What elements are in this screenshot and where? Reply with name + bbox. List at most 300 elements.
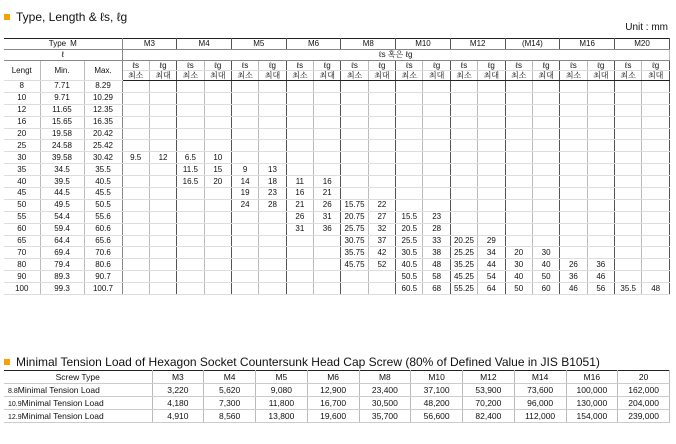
ls-value-cell: [396, 81, 423, 93]
lg-value-cell: [149, 81, 176, 93]
lg-value-cell: [532, 104, 559, 116]
tension-size-header: M14: [514, 371, 566, 384]
lg-value-cell: [149, 92, 176, 104]
min-cell: 7.71: [40, 81, 84, 93]
max-kr-header: 최대: [149, 71, 176, 81]
length-cell: 25: [4, 140, 40, 152]
ls-value-cell: [177, 271, 204, 283]
min-cell: 64.4: [40, 235, 84, 247]
tension-value-cell: 204,000: [618, 397, 670, 410]
lg-value-cell: [314, 92, 341, 104]
section-title-tension: [4, 355, 600, 369]
ls-value-cell: [614, 152, 641, 164]
ls-value-cell: [286, 81, 313, 93]
lg-value-cell: 48: [423, 259, 450, 271]
tension-size-header: M5: [256, 371, 308, 384]
ls-value-cell: 20.5: [396, 223, 423, 235]
lg-value-cell: 29: [478, 235, 505, 247]
lg-value-cell: [259, 259, 286, 271]
lg-value-cell: [478, 164, 505, 176]
lg-value-cell: 30: [532, 247, 559, 259]
ls-value-cell: 35.5: [614, 283, 641, 295]
length-cell: 20: [4, 128, 40, 140]
ls-value-cell: [286, 247, 313, 259]
lg-value-cell: 10: [204, 152, 231, 164]
length-table: [4, 38, 670, 295]
ls-value-cell: [122, 128, 149, 140]
min-cell: 69.4: [40, 247, 84, 259]
ls-value-cell: [560, 199, 587, 211]
ls-value-cell: [177, 188, 204, 200]
lg-value-cell: [532, 211, 559, 223]
ls-value-cell: [177, 223, 204, 235]
ls-value-cell: [505, 104, 532, 116]
lg-value-cell: [587, 164, 614, 176]
ls-header: ℓs: [450, 61, 477, 71]
lg-header: ℓg: [368, 61, 395, 71]
ls-value-cell: [505, 199, 532, 211]
ls-header: ℓs: [286, 61, 313, 71]
lg-value-cell: [314, 247, 341, 259]
header-row-lslg: [4, 61, 670, 71]
lg-value-cell: 52: [368, 259, 395, 271]
lg-value-cell: [314, 164, 341, 176]
lg-value-cell: [532, 152, 559, 164]
lg-value-cell: 26: [314, 199, 341, 211]
size-header-m10: M10: [396, 39, 451, 50]
lg-value-cell: [149, 271, 176, 283]
ls-value-cell: [341, 164, 368, 176]
section-title-text: Minimal Tension Load of Hexagon Socket Countersunk Head Cap Screw (80% of Defined Value in JIS B1051): [16, 355, 600, 369]
tension-value-cell: 13,800: [256, 410, 308, 423]
ls-value-cell: 15.75: [341, 199, 368, 211]
lg-value-cell: [478, 104, 505, 116]
lg-value-cell: [587, 235, 614, 247]
min-cell: 34.5: [40, 164, 84, 176]
tension-value-cell: 112,000: [514, 410, 566, 423]
min-cell: 9.71: [40, 92, 84, 104]
tension-header-row: [4, 371, 670, 384]
ls-value-cell: 9: [231, 164, 258, 176]
lg-value-cell: 23: [259, 188, 286, 200]
ls-value-cell: [396, 176, 423, 188]
lg-value-cell: 20: [204, 176, 231, 188]
ls-value-cell: [396, 152, 423, 164]
bullet-square-icon: [4, 14, 10, 20]
lg-value-cell: [587, 188, 614, 200]
lg-header: ℓg: [259, 61, 286, 71]
ls-value-cell: [450, 223, 477, 235]
ls-value-cell: 50: [505, 283, 532, 295]
lg-value-cell: [587, 199, 614, 211]
ls-value-cell: [341, 116, 368, 128]
ls-header: ℓs: [177, 61, 204, 71]
ls-value-cell: [122, 81, 149, 93]
ls-value-cell: [505, 223, 532, 235]
length-cell: 30: [4, 152, 40, 164]
ls-value-cell: 45.25: [450, 271, 477, 283]
tension-value-cell: 239,000: [618, 410, 670, 423]
tension-value-cell: 73,600: [514, 384, 566, 397]
ls-value-cell: [614, 188, 641, 200]
min-kr-header: 최소: [450, 71, 477, 81]
lg-value-cell: [259, 92, 286, 104]
ls-value-cell: [286, 259, 313, 271]
table-row: [4, 199, 670, 211]
ls-value-cell: [231, 271, 258, 283]
ls-value-cell: [614, 164, 641, 176]
ls-value-cell: [450, 199, 477, 211]
lg-value-cell: [314, 81, 341, 93]
lg-value-cell: [478, 140, 505, 152]
ls-value-cell: [177, 211, 204, 223]
ls-header: ℓs: [341, 61, 368, 71]
lg-value-cell: 58: [423, 271, 450, 283]
max-cell: 65.6: [84, 235, 122, 247]
ls-value-cell: [286, 152, 313, 164]
max-cell: 90.7: [84, 271, 122, 283]
lg-value-cell: 44: [478, 259, 505, 271]
grade-value: 10.9: [8, 400, 22, 408]
table-row: [4, 152, 670, 164]
ls-value-cell: [286, 92, 313, 104]
ls-value-cell: 21: [286, 199, 313, 211]
size-header-m20: M20: [614, 39, 669, 50]
max-cell: 40.5: [84, 176, 122, 188]
ls-value-cell: [396, 128, 423, 140]
grade-label-cell: [4, 397, 152, 410]
ls-value-cell: [122, 235, 149, 247]
ls-value-cell: [396, 164, 423, 176]
ls-value-cell: [614, 211, 641, 223]
lg-value-cell: [149, 247, 176, 259]
ls-value-cell: [396, 92, 423, 104]
ls-value-cell: [450, 116, 477, 128]
tension-value-cell: 37,100: [411, 384, 463, 397]
max-cell: 10.29: [84, 92, 122, 104]
ls-value-cell: [177, 247, 204, 259]
lg-value-cell: [149, 116, 176, 128]
lg-value-cell: [587, 152, 614, 164]
grade-label-cell: [4, 410, 152, 423]
length-cell: 100: [4, 283, 40, 295]
lg-value-cell: 13: [259, 164, 286, 176]
ls-value-cell: [614, 247, 641, 259]
max-cell: 80.6: [84, 259, 122, 271]
tension-size-header: M10: [411, 371, 463, 384]
length-header: Lengt: [4, 61, 40, 81]
tension-value-cell: 100,000: [566, 384, 618, 397]
ls-value-cell: [614, 199, 641, 211]
max-cell: 12.35: [84, 104, 122, 116]
lg-value-cell: [368, 128, 395, 140]
grade-label: Minimal Tension Load: [21, 410, 104, 421]
lg-value-cell: 22: [368, 199, 395, 211]
ls-value-cell: [122, 223, 149, 235]
table-row: [4, 176, 670, 188]
ls-value-cell: [286, 116, 313, 128]
lg-value-cell: 38: [423, 247, 450, 259]
ls-header: ℓs: [122, 61, 149, 71]
lg-value-cell: 37: [368, 235, 395, 247]
ls-value-cell: [177, 128, 204, 140]
lg-value-cell: [642, 81, 670, 93]
lg-value-cell: [259, 271, 286, 283]
lg-value-cell: 31: [314, 211, 341, 223]
tension-value-cell: 48,200: [411, 397, 463, 410]
lg-value-cell: [532, 81, 559, 93]
lg-value-cell: [259, 116, 286, 128]
ls-value-cell: [341, 271, 368, 283]
lg-value-cell: [642, 211, 670, 223]
lg-value-cell: [368, 188, 395, 200]
lg-value-cell: [642, 92, 670, 104]
ls-value-cell: [614, 128, 641, 140]
bullet-square-icon: [4, 359, 10, 365]
lg-value-cell: 16: [314, 176, 341, 188]
table-row: [4, 188, 670, 200]
tension-value-cell: 4,910: [152, 410, 204, 423]
lg-value-cell: [532, 176, 559, 188]
ls-header: ℓs: [231, 61, 258, 71]
lg-value-cell: [642, 104, 670, 116]
lg-value-cell: [423, 152, 450, 164]
lg-value-cell: 21: [314, 188, 341, 200]
lg-value-cell: [642, 152, 670, 164]
lg-value-cell: [259, 140, 286, 152]
ls-value-cell: 36: [560, 271, 587, 283]
tension-value-cell: 16,700: [307, 397, 359, 410]
lg-value-cell: [204, 283, 231, 295]
lg-header: ℓg: [478, 61, 505, 71]
tension-value-cell: 35,700: [359, 410, 411, 423]
lg-value-cell: 64: [478, 283, 505, 295]
tension-size-header: M8: [359, 371, 411, 384]
section-title-text: Type, Length & ℓs, ℓg: [16, 10, 128, 24]
ls-value-cell: [177, 140, 204, 152]
type-m-label: M: [70, 39, 77, 48]
lg-value-cell: [532, 199, 559, 211]
lg-value-cell: [368, 271, 395, 283]
min-cell: 24.58: [40, 140, 84, 152]
length-cell: 60: [4, 223, 40, 235]
ls-value-cell: 31: [286, 223, 313, 235]
ls-value-cell: [614, 176, 641, 188]
lg-value-cell: [532, 140, 559, 152]
header-row-type: [4, 39, 670, 50]
table-row: [4, 164, 670, 176]
ls-value-cell: [177, 283, 204, 295]
lg-value-cell: [204, 247, 231, 259]
lg-value-cell: [204, 211, 231, 223]
tension-value-cell: 19,600: [307, 410, 359, 423]
ls-header: ℓs: [614, 61, 641, 71]
lg-value-cell: 60: [532, 283, 559, 295]
tension-size-header: M12: [463, 371, 515, 384]
ls-value-cell: [505, 81, 532, 93]
ls-value-cell: [560, 247, 587, 259]
lg-value-cell: [149, 176, 176, 188]
max-kr-header: 최대: [478, 71, 505, 81]
lg-value-cell: [532, 164, 559, 176]
min-cell: 39.58: [40, 152, 84, 164]
max-cell: 25.42: [84, 140, 122, 152]
size-header-m8: M8: [341, 39, 396, 50]
lg-value-cell: [642, 176, 670, 188]
ls-value-cell: 26: [560, 259, 587, 271]
ls-value-cell: 16.5: [177, 176, 204, 188]
ls-value-cell: [450, 92, 477, 104]
ls-value-cell: [341, 176, 368, 188]
ls-value-cell: 60.5: [396, 283, 423, 295]
ls-value-cell: [505, 116, 532, 128]
ls-value-cell: [122, 164, 149, 176]
ls-value-cell: [286, 140, 313, 152]
tension-size-header: 20: [618, 371, 670, 384]
lg-value-cell: [204, 199, 231, 211]
grade-label: Minimal Tension Load: [17, 384, 100, 395]
tension-value-cell: 11,800: [256, 397, 308, 410]
lg-value-cell: [259, 211, 286, 223]
table-row: [4, 211, 670, 223]
lg-value-cell: [587, 176, 614, 188]
lg-value-cell: [149, 259, 176, 271]
tension-value-cell: 130,000: [566, 397, 618, 410]
min-cell: 79.4: [40, 259, 84, 271]
min-kr-header: 최소: [122, 71, 149, 81]
lg-value-cell: [587, 92, 614, 104]
ls-value-cell: [450, 140, 477, 152]
ls-value-cell: [231, 235, 258, 247]
ls-value-cell: 35.75: [341, 247, 368, 259]
lg-value-cell: [368, 164, 395, 176]
length-cell: 16: [4, 116, 40, 128]
lg-value-cell: [204, 116, 231, 128]
table-row: [4, 271, 670, 283]
ls-value-cell: [560, 176, 587, 188]
ls-value-cell: [231, 128, 258, 140]
lg-value-cell: [368, 152, 395, 164]
tension-value-cell: 23,400: [359, 384, 411, 397]
tension-value-cell: 56,600: [411, 410, 463, 423]
lg-value-cell: [149, 199, 176, 211]
max-cell: 20.42: [84, 128, 122, 140]
max-cell: 60.6: [84, 223, 122, 235]
min-kr-header: 최소: [231, 71, 258, 81]
ls-value-cell: [614, 271, 641, 283]
ls-value-cell: [505, 211, 532, 223]
lg-value-cell: [259, 223, 286, 235]
lg-value-cell: [642, 223, 670, 235]
tension-row: [4, 410, 670, 423]
lg-value-cell: [642, 199, 670, 211]
ls-value-cell: [122, 271, 149, 283]
table-row: [4, 223, 670, 235]
lg-value-cell: [204, 271, 231, 283]
tension-value-cell: 7,300: [204, 397, 256, 410]
lg-value-cell: [204, 223, 231, 235]
lg-value-cell: 27: [368, 211, 395, 223]
ls-value-cell: 20: [505, 247, 532, 259]
lg-value-cell: [368, 176, 395, 188]
lg-value-cell: [423, 199, 450, 211]
lg-value-cell: [314, 128, 341, 140]
lg-value-cell: [204, 104, 231, 116]
tension-value-cell: 154,000: [566, 410, 618, 423]
table-row: [4, 140, 670, 152]
lg-value-cell: [368, 81, 395, 93]
ls-value-cell: [505, 188, 532, 200]
max-cell: 35.5: [84, 164, 122, 176]
length-cell: 35: [4, 164, 40, 176]
screw-type-header: Screw Type: [4, 371, 152, 384]
lg-value-cell: 50: [532, 271, 559, 283]
lg-value-cell: 23: [423, 211, 450, 223]
lg-value-cell: [149, 140, 176, 152]
ls-value-cell: [122, 104, 149, 116]
lg-header: ℓg: [642, 61, 670, 71]
lg-value-cell: 12: [149, 152, 176, 164]
ls-value-cell: [341, 81, 368, 93]
tension-size-header: M16: [566, 371, 618, 384]
ls-value-cell: [341, 140, 368, 152]
min-kr-header: 최소: [614, 71, 641, 81]
lg-value-cell: [314, 259, 341, 271]
ls-value-cell: [614, 223, 641, 235]
min-header: Min.: [40, 61, 84, 81]
max-cell: 45.5: [84, 188, 122, 200]
ls-value-cell: [177, 92, 204, 104]
ls-value-cell: [177, 199, 204, 211]
ls-value-cell: [177, 259, 204, 271]
ls-value-cell: [122, 199, 149, 211]
max-cell: 50.5: [84, 199, 122, 211]
ls-value-cell: [341, 188, 368, 200]
lg-value-cell: [204, 259, 231, 271]
lg-value-cell: 34: [478, 247, 505, 259]
length-cell: 55: [4, 211, 40, 223]
ls-value-cell: [560, 140, 587, 152]
lg-value-cell: [423, 128, 450, 140]
min-cell: 39.5: [40, 176, 84, 188]
lg-value-cell: [478, 92, 505, 104]
unit-label: Unit : mm: [625, 22, 668, 33]
lg-value-cell: [423, 81, 450, 93]
max-cell: 30.42: [84, 152, 122, 164]
length-cell: 40: [4, 176, 40, 188]
header-row-l: [4, 50, 670, 61]
ls-header: ℓs: [396, 61, 423, 71]
ls-value-cell: [231, 247, 258, 259]
ls-value-cell: [231, 152, 258, 164]
ls-value-cell: [341, 92, 368, 104]
max-kr-header: 최대: [204, 71, 231, 81]
length-cell: 90: [4, 271, 40, 283]
ls-value-cell: [614, 81, 641, 93]
lg-value-cell: [642, 164, 670, 176]
lg-value-cell: [368, 116, 395, 128]
lg-value-cell: [314, 140, 341, 152]
table-row: [4, 283, 670, 295]
ls-value-cell: [560, 92, 587, 104]
tension-table: [4, 370, 670, 423]
min-cell: 99.3: [40, 283, 84, 295]
ls-value-cell: [122, 283, 149, 295]
ls-value-cell: [450, 128, 477, 140]
length-cell: 80: [4, 259, 40, 271]
ls-value-cell: [450, 104, 477, 116]
l-header-cell: ℓ: [4, 50, 122, 61]
